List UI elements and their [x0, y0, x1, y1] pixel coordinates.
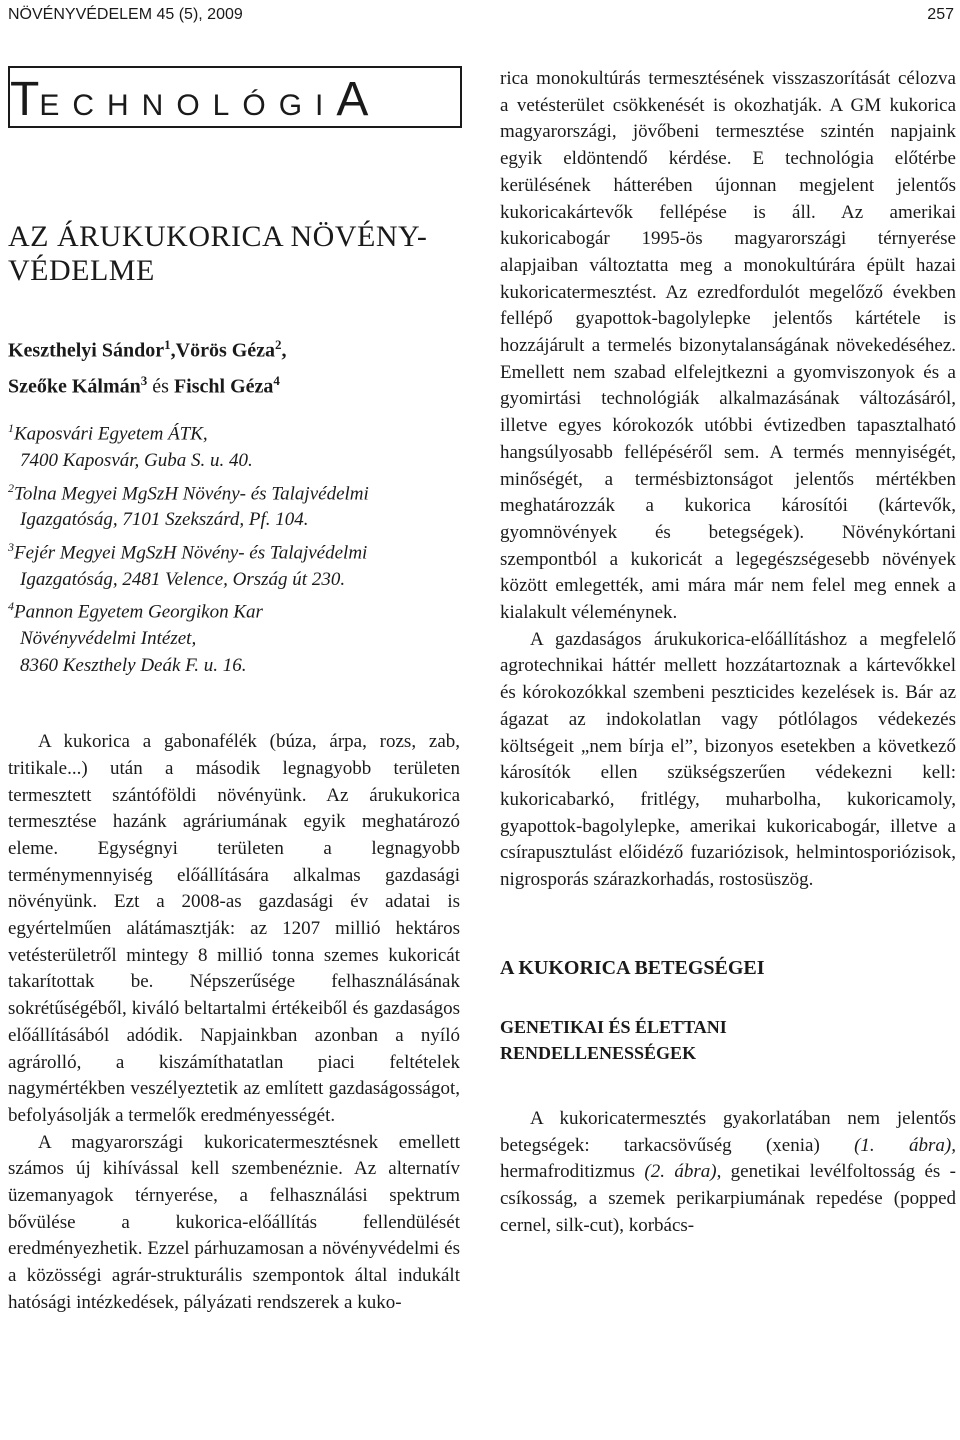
affiliation-1 — [8, 415, 460, 448]
section-label — [10, 73, 462, 126]
author-conjunction: és — [152, 375, 169, 398]
affiliation-sup: 2 — [8, 480, 14, 495]
affiliation-2 — [8, 475, 460, 508]
title-line-1: AZ ÁRUKUKORICA NÖVÉNY- — [8, 220, 428, 253]
right-column — [500, 66, 956, 1239]
body-paragraph: A gazdaságos árukukorica-előállításhoz a megfelelő agrotechnikai háttér mellett hozzátartoznak a kártevőkkel és kórokozókkal szembeni peszticides kezelések is. Bár az ágazat az indokolatlan vagy pótlólagos védekezés költségeit „nem bírja el”, bizonyos esetekben a következő károsítók ellen szükségszerűen védekezni kell: kukoricabarkó, fritlégy, muharbolha, kukoricamoly, gyapottok-bagolylepke, amerikai kukoricabogár, illetve a csírapusztulást előidéző fuzariózisok, helmintosporiózisok, nigrosporás szárazkorhadás, rostosüszög. — [500, 628, 956, 891]
affiliation-line: Tolna Megyei MgSzH Növény- és Talajvédelmi — [14, 482, 369, 504]
section-label-middle: ECHNOLÓGI — [39, 89, 337, 122]
author-1-sup: 1 — [164, 337, 171, 352]
subsection-heading-line-2: RENDELLENESSÉGEK — [500, 1042, 697, 1063]
journal-citation: NÖVÉNYVÉDELEM 45 (5), 2009 — [8, 6, 243, 23]
figure-reference: (2. ábra) — [644, 1161, 717, 1183]
author-list — [8, 330, 460, 401]
author-1: Keszthelyi Sándor — [8, 339, 165, 362]
affiliation-line: Igazgatóság, 2481 Velence, Ország út 230. — [20, 568, 346, 590]
affiliation-3 — [8, 534, 460, 567]
body-paragraph: A kukorica a gabonafélék (búza, árpa, rozs, zab, tritikale...) után a második legnagyobb területen termesztett szántóföldi növényünk. Az árukukorica termesztése hazánk agráriumának egyik meghatározó eleme. Egységnyi területen a legnagyobb terménymennyiség előállítására alkalmas gazdasági növényünk. Ezt a 2008-as gazdasági év adatai is egyértelműen alátámasztják: az 1207 millió hektáros vetésterületről mintegy 8 millió tonna szemes kukoricát takarítottak be. Népszerűsége felhasználásának sokrétűségéből, kiváló beltartalmi értékeiből és gazdaságos előállításából adódik. Napjainkban azonban a nyíló agrárolló, a kiszámíthatatlan piaci feltételek nagymértékben veszélyeztetik az említett gazdaságosságot, befolyásolják a termelők eredményességét. — [8, 731, 460, 1126]
affiliation-sup: 4 — [8, 599, 14, 614]
body-paragraph: rica monokultúrás termesztésének visszaszorítását célozva a vetésterület csökkenését is okozhatják. A GM kukorica magyarországi, jövőbeni termesztése szintén napjaink egyik eldöntendő kérdése. E technológia előtérbe kerülésének hátterében újonnan megjelent jelentős kukoricakártevők fellépése is áll. Az amerikai kukoricabogár 1995-ös magyarországi térnyerése alapjaiban változtatta meg a monokultúrára épült hazai kukoricatermesztést. Az ezredfordulót megelőző években fellépő gyapottok-bagolylepke jelentős kártétele is hozzájárult a termelés bizonytalanságának növekedéséhez. Emellett nem szabad elfelejtkezni a gyomviszonyok és a gyomirtási technológiák alkalmazásának változásáról, illetve egyes kórokozók utóbbi évtizedben tapasztalható hangsúlyosabb fellépéséről sem. A termés mennyiségét, minőségét, a termésbiztonságot jelentős mértékben meghatározzák a kukorica károsítói (kártevők, gyomnövények és betegségek). Növénykórtani szempontból a kukoricát a legegészségesebb növények között emlegették, ami mára már nem felel meg ennek a kialakult véleménynek. — [500, 68, 956, 624]
body-paragraph-last — [500, 1106, 956, 1240]
author-3: Szeőke Kálmán — [8, 375, 141, 398]
right-tail — [500, 1106, 956, 1240]
figure-reference: (1. ábra), — [854, 1134, 956, 1156]
body-paragraph: A magyarországi kukoricatermesztésnek emellett számos új kihívással kell szembenéznie. Az alternatív üzemanyagok térnyerése, a felhasználási spektrum bővülése a kukorica-előállítás fellendülését eredményezhetik. Ezzel párhuzamosan a növényvédelmi és a közösségi agrár-strukturális szempontok által indukált hatósági intézkedések, pályázati rendszerek a kuko- — [8, 1131, 460, 1313]
author-3-sup: 3 — [140, 372, 148, 388]
text-run: , genetikai levélfoltosság és -csíkosság, a szemek perikarpiumának repedése (popped cernel, silk-cut), korbács- — [500, 1161, 956, 1236]
author-2: Vörös Géza — [175, 339, 276, 362]
left-body — [8, 729, 460, 1316]
affiliation-line: 7400 Kaposvár, Guba S. u. 40. — [20, 450, 253, 472]
section-label-first: T — [10, 73, 40, 126]
section-label-last: A — [336, 73, 369, 126]
subsection-heading — [500, 1014, 956, 1066]
affiliation-line: Fejér Megyei MgSzH Növény- és Talajvédelmi — [14, 542, 368, 564]
affiliation-line: Növényvédelmi Intézet, — [20, 628, 197, 650]
author-sep: , — [170, 339, 176, 362]
left-column — [8, 220, 460, 1317]
title-line-2: VÉDELME — [8, 254, 155, 287]
affiliations — [8, 415, 460, 679]
affiliation-sup: 1 — [8, 421, 14, 436]
affiliation-line: Igazgatóság, 7101 Szekszárd, Pf. 104. — [20, 509, 309, 531]
affiliation-sup: 3 — [8, 539, 14, 554]
section-banner — [8, 66, 460, 128]
page-number: 257 — [927, 6, 954, 23]
subsection-heading-line-1: GENETIKAI ÉS ÉLETTANI — [500, 1016, 727, 1037]
affiliation-line: 8360 Keszthely Deák F. u. 16. — [20, 654, 247, 676]
author-4-sup: 4 — [273, 372, 280, 388]
author-4: Fischl Géza — [173, 375, 274, 398]
text-run: A kukoricatermesztés gyakorlatában nem jelentős betegségek: tarkacsövűség (xenia) — [500, 1107, 956, 1156]
affiliation-4 — [8, 593, 460, 626]
author-sep-2: , — [281, 339, 287, 362]
affiliation-line: Kaposvári Egyetem ÁTK, — [14, 423, 208, 445]
running-head — [0, 4, 960, 28]
affiliation-line: Pannon Egyetem Georgikon Kar — [14, 601, 263, 623]
author-2-sup: 2 — [275, 337, 282, 352]
text-run: hermafroditizmus — [500, 1161, 645, 1183]
section-heading: A KUKORICA BETEGSÉGEI — [500, 956, 765, 979]
article-title — [8, 220, 460, 288]
